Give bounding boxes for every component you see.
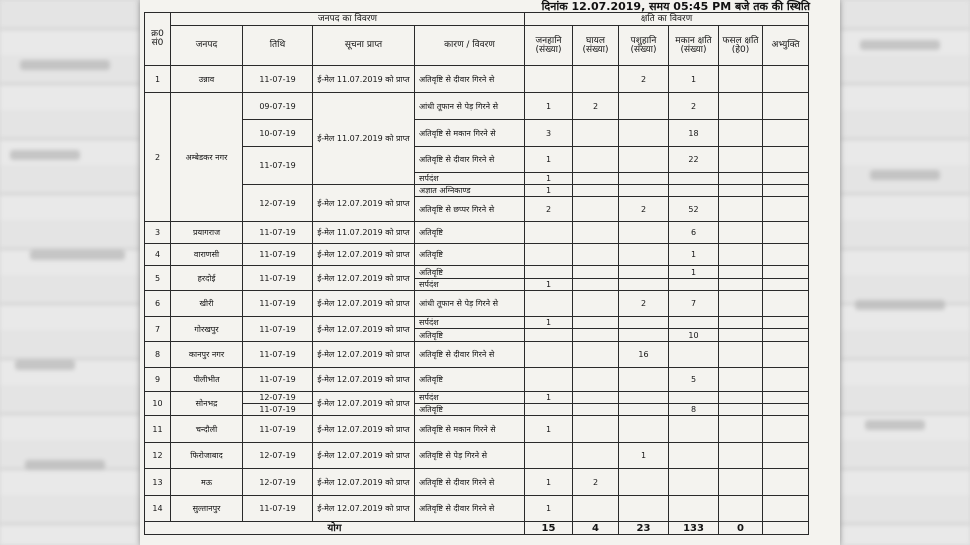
header-sno: क्र0 सं0 — [145, 13, 171, 66]
cell-injured — [573, 443, 619, 469]
cell-date: 12-07-19 — [243, 392, 313, 404]
cell-reason: सर्पदंश — [415, 317, 525, 329]
cell-reason: अतिवृष्टि से मकान गिरने से — [415, 120, 525, 147]
cell-date: 11-07-19 — [243, 342, 313, 368]
table-row — [145, 404, 809, 416]
cell-injured — [573, 342, 619, 368]
cell-crop — [719, 291, 763, 317]
cell-info: ई-मेल 12.07.2019 को प्राप्त — [313, 368, 415, 392]
cell-houses — [669, 469, 719, 496]
cell-sno: 1 — [145, 66, 171, 93]
cell-reason: सर्पदंश — [415, 392, 525, 404]
cell-reason: अतिवृष्टि — [415, 329, 525, 342]
table-row — [145, 317, 809, 329]
cell-district: चन्दौली — [171, 416, 243, 443]
cell-crop — [719, 496, 763, 522]
cell-remarks — [763, 392, 809, 404]
cell-reason: सर्पदंश — [415, 279, 525, 291]
cell-cattle — [619, 222, 669, 244]
header-reason: कारण / विवरण — [415, 26, 525, 66]
cell-info: ई-मेल 11.07.2019 को प्राप्त — [313, 66, 415, 93]
cell-houses: 22 — [669, 147, 719, 173]
cell-reason: सर्पदंश — [415, 173, 525, 185]
cell-date: 11-07-19 — [243, 244, 313, 266]
cell-sno: 4 — [145, 244, 171, 266]
table-row — [145, 416, 809, 443]
cell-houses: 1 — [669, 266, 719, 279]
cell-remarks — [763, 222, 809, 244]
cell-crop — [719, 342, 763, 368]
cell-district: सुल्तानपुर — [171, 496, 243, 522]
cell-remarks — [763, 404, 809, 416]
cell-sno: 11 — [145, 416, 171, 443]
table-row — [145, 469, 809, 496]
cell-date: 12-07-19 — [243, 185, 313, 222]
cell-info: ई-मेल 12.07.2019 को प्राप्त — [313, 317, 415, 342]
header-injured: घायल (संख्या) — [573, 26, 619, 66]
cell-date: 11-07-19 — [243, 266, 313, 291]
cell-deaths: 1 — [525, 469, 573, 496]
cell-deaths — [525, 404, 573, 416]
cell-date: 11-07-19 — [243, 291, 313, 317]
cell-injured — [573, 279, 619, 291]
cell-deaths — [525, 291, 573, 317]
damage-report-table — [144, 12, 809, 535]
cell-deaths: 1 — [525, 317, 573, 329]
cell-remarks — [763, 496, 809, 522]
cell-houses: 10 — [669, 329, 719, 342]
cell-date: 11-07-19 — [243, 317, 313, 342]
cell-crop — [719, 222, 763, 244]
cell-sno: 3 — [145, 222, 171, 244]
cell-injured — [573, 329, 619, 342]
table-row — [145, 342, 809, 368]
cell-injured — [573, 147, 619, 173]
cell-remarks — [763, 66, 809, 93]
cell-cattle — [619, 93, 669, 120]
total-remarks — [763, 522, 809, 535]
cell-deaths: 1 — [525, 185, 573, 197]
cell-injured — [573, 173, 619, 185]
cell-district: वाराणसी — [171, 244, 243, 266]
table-row — [145, 147, 809, 173]
cell-remarks — [763, 173, 809, 185]
cell-crop — [719, 317, 763, 329]
table-row — [145, 392, 809, 404]
table-row — [145, 368, 809, 392]
cell-deaths — [525, 66, 573, 93]
cell-deaths: 3 — [525, 120, 573, 147]
cell-deaths — [525, 342, 573, 368]
header-deaths: जनहानि (संख्या) — [525, 26, 573, 66]
cell-reason: अतिवृष्टि से मकान गिरने से — [415, 416, 525, 443]
cell-district: उन्नाव — [171, 66, 243, 93]
cell-crop — [719, 329, 763, 342]
cell-injured — [573, 496, 619, 522]
cell-remarks — [763, 244, 809, 266]
cell-sno: 12 — [145, 443, 171, 469]
cell-cattle — [619, 244, 669, 266]
cell-houses — [669, 317, 719, 329]
cell-info: ई-मेल 11.07.2019 को प्राप्त — [313, 222, 415, 244]
total-cattle: 23 — [619, 522, 669, 535]
cell-remarks — [763, 329, 809, 342]
table-row — [145, 93, 809, 120]
cell-crop — [719, 66, 763, 93]
cell-cattle — [619, 469, 669, 496]
cell-remarks — [763, 185, 809, 197]
cell-remarks — [763, 93, 809, 120]
cell-reason: आंधी तूफान से पेड़ गिरने से — [415, 93, 525, 120]
header-crop: फसल क्षति (हे0) — [719, 26, 763, 66]
cell-reason: आंधी तूफान से पेड़ गिरने से — [415, 291, 525, 317]
cell-date: 11-07-19 — [243, 368, 313, 392]
cell-info: ई-मेल 11.07.2019 को प्राप्त — [313, 93, 415, 185]
cell-injured: 2 — [573, 93, 619, 120]
cell-injured — [573, 291, 619, 317]
cell-remarks — [763, 368, 809, 392]
cell-reason: अतिवृष्टि से दीवार गिरने से — [415, 496, 525, 522]
cell-houses — [669, 173, 719, 185]
cell-reason: अतिवृष्टि से दीवार गिरने से — [415, 469, 525, 496]
cell-date: 12-07-19 — [243, 469, 313, 496]
cell-houses: 8 — [669, 404, 719, 416]
cell-reason: अतिवृष्टि से दीवार गिरने से — [415, 147, 525, 173]
cell-houses: 1 — [669, 66, 719, 93]
table-row — [145, 443, 809, 469]
cell-deaths: 1 — [525, 279, 573, 291]
header-info: सूचना प्राप्त — [313, 26, 415, 66]
table-row — [145, 266, 809, 279]
cell-info: ई-मेल 12.07.2019 को प्राप्त — [313, 392, 415, 416]
cell-deaths: 2 — [525, 197, 573, 222]
cell-cattle — [619, 185, 669, 197]
cell-houses — [669, 496, 719, 522]
cell-district: हरदोई — [171, 266, 243, 291]
total-injured: 4 — [573, 522, 619, 535]
cell-houses: 1 — [669, 244, 719, 266]
cell-info: ई-मेल 12.07.2019 को प्राप्त — [313, 291, 415, 317]
cell-injured — [573, 244, 619, 266]
cell-date: 11-07-19 — [243, 496, 313, 522]
cell-district: कानपुर नगर — [171, 342, 243, 368]
status-line: दिनांक 12.07.2019, समय 05:45 PM बजे तक की स्थिति — [541, 0, 810, 13]
cell-reason: अतिवृष्टि — [415, 404, 525, 416]
cell-deaths — [525, 244, 573, 266]
cell-cattle — [619, 416, 669, 443]
cell-cattle — [619, 329, 669, 342]
cell-sno: 2 — [145, 93, 171, 222]
total-crop: 0 — [719, 522, 763, 535]
cell-injured — [573, 185, 619, 197]
table-row — [145, 120, 809, 147]
cell-info: ई-मेल 12.07.2019 को प्राप्त — [313, 185, 415, 222]
cell-deaths: 1 — [525, 416, 573, 443]
total-deaths: 15 — [525, 522, 573, 535]
cell-injured — [573, 416, 619, 443]
cell-injured — [573, 392, 619, 404]
cell-date: 09-07-19 — [243, 93, 313, 120]
header-group-district: जनपद का विवरण — [171, 13, 525, 26]
cell-reason: अतिवृष्टि — [415, 266, 525, 279]
cell-cattle — [619, 392, 669, 404]
table-row — [145, 222, 809, 244]
cell-crop — [719, 404, 763, 416]
header-remarks: अभ्युक्ति — [763, 26, 809, 66]
cell-date: 11-07-19 — [243, 147, 313, 185]
document-page — [140, 0, 840, 545]
cell-cattle: 2 — [619, 291, 669, 317]
cell-reason: अतिवृष्टि से दीवार गिरने से — [415, 66, 525, 93]
blurred-background-left — [0, 0, 140, 545]
cell-date: 11-07-19 — [243, 66, 313, 93]
cell-houses — [669, 443, 719, 469]
cell-crop — [719, 266, 763, 279]
cell-info: ई-मेल 12.07.2019 को प्राप्त — [313, 342, 415, 368]
cell-crop — [719, 93, 763, 120]
cell-sno: 8 — [145, 342, 171, 368]
cell-remarks — [763, 317, 809, 329]
cell-remarks — [763, 443, 809, 469]
header-district: जनपद — [171, 26, 243, 66]
cell-remarks — [763, 197, 809, 222]
cell-crop — [719, 416, 763, 443]
cell-remarks — [763, 120, 809, 147]
table-row — [145, 66, 809, 93]
cell-cattle — [619, 368, 669, 392]
cell-injured — [573, 266, 619, 279]
cell-cattle — [619, 120, 669, 147]
cell-cattle — [619, 404, 669, 416]
cell-sno: 14 — [145, 496, 171, 522]
cell-district: गोरखपुर — [171, 317, 243, 342]
cell-sno: 9 — [145, 368, 171, 392]
cell-crop — [719, 368, 763, 392]
cell-cattle: 16 — [619, 342, 669, 368]
cell-crop — [719, 244, 763, 266]
cell-remarks — [763, 279, 809, 291]
total-houses: 133 — [669, 522, 719, 535]
cell-date: 11-07-19 — [243, 404, 313, 416]
cell-houses: 7 — [669, 291, 719, 317]
cell-crop — [719, 443, 763, 469]
cell-info: ई-मेल 12.07.2019 को प्राप्त — [313, 469, 415, 496]
cell-info: ई-मेल 12.07.2019 को प्राप्त — [313, 443, 415, 469]
cell-houses: 5 — [669, 368, 719, 392]
cell-crop — [719, 120, 763, 147]
cell-injured: 2 — [573, 469, 619, 496]
table-row — [145, 496, 809, 522]
cell-houses: 52 — [669, 197, 719, 222]
cell-reason: अज्ञात अग्निकाण्ड — [415, 185, 525, 197]
cell-district: खीरी — [171, 291, 243, 317]
cell-remarks — [763, 416, 809, 443]
cell-deaths: 1 — [525, 147, 573, 173]
cell-district: सोनभद्र — [171, 392, 243, 416]
cell-cattle: 2 — [619, 66, 669, 93]
cell-sno: 10 — [145, 392, 171, 416]
cell-crop — [719, 173, 763, 185]
cell-date: 10-07-19 — [243, 120, 313, 147]
cell-reason: अतिवृष्टि से दीवार गिरने से — [415, 342, 525, 368]
cell-cattle — [619, 317, 669, 329]
cell-crop — [719, 392, 763, 404]
cell-cattle — [619, 496, 669, 522]
cell-sno: 5 — [145, 266, 171, 291]
cell-reason: अतिवृष्टि से छप्पर गिरने से — [415, 197, 525, 222]
cell-remarks — [763, 469, 809, 496]
cell-crop — [719, 147, 763, 173]
cell-houses — [669, 342, 719, 368]
cell-district: प्रयागराज — [171, 222, 243, 244]
cell-crop — [719, 185, 763, 197]
cell-cattle — [619, 147, 669, 173]
cell-houses — [669, 392, 719, 404]
cell-injured — [573, 197, 619, 222]
cell-cattle — [619, 173, 669, 185]
cell-injured — [573, 317, 619, 329]
header-date: तिथि — [243, 26, 313, 66]
table-row — [145, 244, 809, 266]
cell-injured — [573, 222, 619, 244]
cell-district: पीलीभीत — [171, 368, 243, 392]
cell-remarks — [763, 291, 809, 317]
cell-remarks — [763, 342, 809, 368]
cell-cattle: 1 — [619, 443, 669, 469]
cell-sno: 6 — [145, 291, 171, 317]
cell-deaths: 1 — [525, 496, 573, 522]
cell-crop — [719, 197, 763, 222]
cell-houses — [669, 185, 719, 197]
table-row — [145, 185, 809, 197]
cell-cattle: 2 — [619, 197, 669, 222]
cell-reason: अतिवृष्टि से पेड़ गिरने से — [415, 443, 525, 469]
totals-label: योग — [145, 522, 525, 535]
cell-injured — [573, 368, 619, 392]
cell-date: 12-07-19 — [243, 443, 313, 469]
cell-deaths: 1 — [525, 392, 573, 404]
header-cattle: पशुहानि (संख्या) — [619, 26, 669, 66]
totals-row — [145, 522, 809, 535]
cell-sno: 13 — [145, 469, 171, 496]
cell-date: 11-07-19 — [243, 416, 313, 443]
cell-info: ई-मेल 12.07.2019 को प्राप्त — [313, 496, 415, 522]
cell-houses: 2 — [669, 93, 719, 120]
cell-info: ई-मेल 12.07.2019 को प्राप्त — [313, 266, 415, 291]
cell-deaths — [525, 266, 573, 279]
cell-crop — [719, 469, 763, 496]
cell-cattle — [619, 266, 669, 279]
cell-deaths: 1 — [525, 173, 573, 185]
cell-reason: अतिवृष्टि — [415, 368, 525, 392]
cell-reason: अतिवृष्टि — [415, 244, 525, 266]
cell-deaths — [525, 329, 573, 342]
cell-deaths — [525, 368, 573, 392]
cell-houses — [669, 416, 719, 443]
cell-sno: 7 — [145, 317, 171, 342]
header-houses: मकान क्षति (संख्या) — [669, 26, 719, 66]
cell-cattle — [619, 279, 669, 291]
cell-injured — [573, 120, 619, 147]
cell-date: 11-07-19 — [243, 222, 313, 244]
cell-houses: 6 — [669, 222, 719, 244]
cell-remarks — [763, 147, 809, 173]
cell-houses: 18 — [669, 120, 719, 147]
cell-deaths — [525, 443, 573, 469]
cell-deaths — [525, 222, 573, 244]
cell-deaths: 1 — [525, 93, 573, 120]
cell-crop — [719, 279, 763, 291]
cell-houses — [669, 279, 719, 291]
table-row — [145, 291, 809, 317]
cell-district: अम्बेडकर नगर — [171, 93, 243, 222]
cell-reason: अतिवृष्टि — [415, 222, 525, 244]
cell-info: ई-मेल 12.07.2019 को प्राप्त — [313, 416, 415, 443]
cell-injured — [573, 66, 619, 93]
cell-remarks — [763, 266, 809, 279]
cell-info: ई-मेल 12.07.2019 को प्राप्त — [313, 244, 415, 266]
blurred-background-right — [840, 0, 970, 545]
cell-district: मऊ — [171, 469, 243, 496]
cell-injured — [573, 404, 619, 416]
header-group-damage: क्षति का विवरण — [525, 13, 809, 26]
cell-district: फिरोजाबाद — [171, 443, 243, 469]
